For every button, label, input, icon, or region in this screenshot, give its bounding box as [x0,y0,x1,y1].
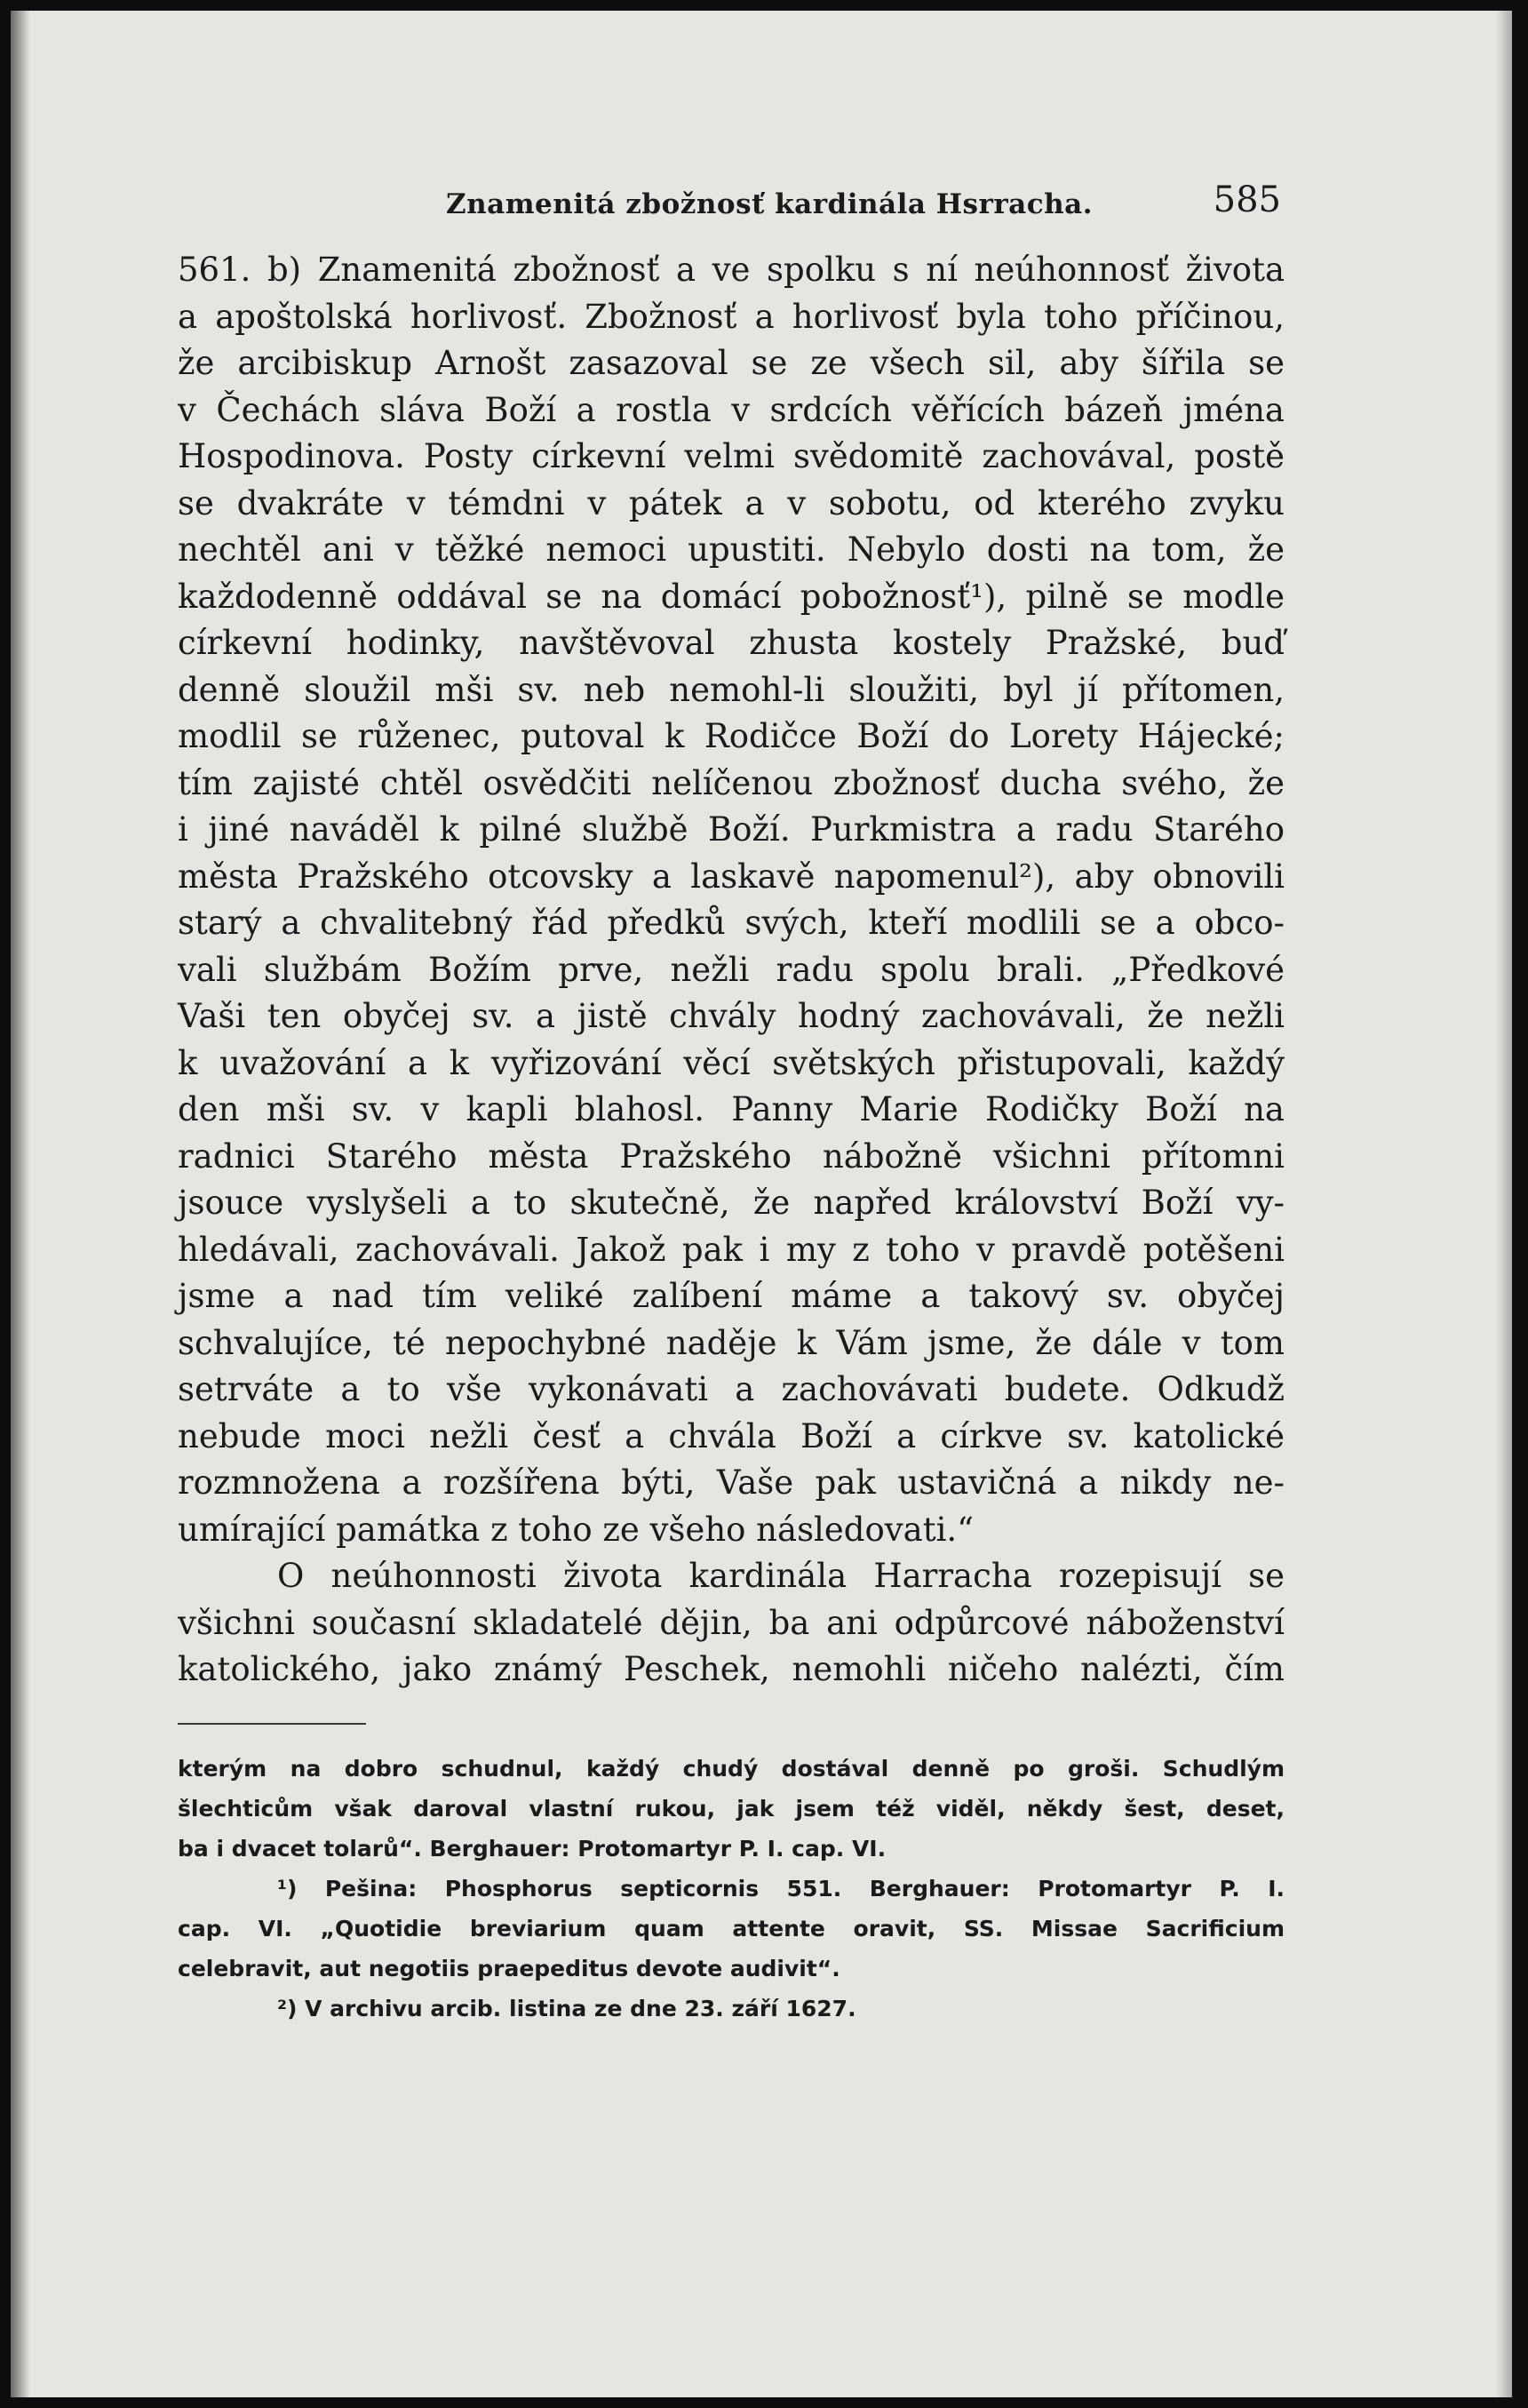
text-line: Hospodinova. Posty církevní velmi svědomitě zachovával, postě [178,437,1285,475]
footnote-line: ba i dvacet tolarů“. Berghauer: Protomartyr P. I. cap. VI. [178,1836,887,1862]
text-line: v Čechách sláva Boží a rostla v srdcích věřících bázeň jména [178,390,1285,429]
text-line: že arcibiskup Arnošt zasazoval se ze všech sil, aby šířila se [178,344,1285,382]
footnote-line: celebravit, aut negotiis praepeditus devote audivit“. [178,1956,840,1981]
text-line: setrváte a to vše vykonávati a zachovávati budete. Odkudž [178,1370,1285,1408]
text-line: města Pražského otcovsky a laskavě napomenul²), aby obnovili [178,857,1285,896]
page-number: 585 [1213,179,1281,220]
text-line: denně sloužil mši sv. neb nemohl-li sloužiti, byl jí přítomen, [178,670,1285,709]
text-line: schvalujíce, té nepochybné naděje k Vám jsme, že dále v tom [178,1323,1285,1362]
running-title: Znamenitá zbožnosť kardinála Hsrracha. [446,188,1094,220]
text-line: katolického, jako známý Peschek, nemohli ničeho nalézti, čím [178,1650,1285,1688]
text-line: jsme a nad tím veliké zalíbení máme a takový sv. obyčej [178,1277,1285,1315]
footnote-line: ¹) Pešina: Phosphorus septicornis 551. Berghauer: Protomartyr P. I. [277,1876,1285,1902]
text-line: nebude moci nežli česť a chvála Boží a církve sv. katolické [178,1416,1285,1455]
text-line: církevní hodinky, navštěvoval zhusta kostely Pražské, buď [178,624,1285,662]
text-line: 561. b) Znamenitá zbožnosť a ve spolku s ní neúhonnosť života [178,251,1285,289]
main-text [178,247,1285,1694]
text-line: tím zajisté chtěl osvědčiti nelíčenou zbožnosť ducha svého, že [178,763,1285,802]
footnote-separator [178,1723,366,1725]
text-line: nechtěl ani v těžké nemoci upustiti. Nebylo dosti na tom, že [178,530,1285,569]
text-line: se dvakráte v témdni v pátek a v sobotu, od kterého zvyku [178,483,1285,522]
text-line: vali službám Božím prve, nežli radu spolu brali. „Předkové [178,950,1285,989]
footnote-line: šlechticům však daroval vlastní rukou, jak jsem též viděl, někdy šest, deset, [178,1796,1285,1822]
footnote-line: cap. VI. „Quotidie breviarium quam attente oravit, SS. Missae Sacrificium [178,1916,1285,1942]
text-line: rozmnožena a rozšířena býti, Vaše pak ustavičná a nikdy ne- [178,1463,1285,1502]
text-line: hledávali, zachovávali. Jakož pak i my z toho v pravdě potěšeni [178,1230,1285,1269]
page-header [179,178,1281,231]
text-line: i jiné naváděl k pilné službě Boží. Purkmistra a radu Starého [178,810,1285,849]
footnotes [178,1749,1285,2029]
book-page [11,11,1512,2397]
text-line: k uvažování a k vyřizování věcí světských přistupovali, každý [178,1043,1285,1082]
text-line: radnici Starého města Pražského nábožně všichni přítomni [178,1136,1285,1176]
text-line: všichni současní skladatelé dějin, ba ani odpůrcové náboženství [178,1603,1285,1642]
text-line: den mši sv. v kapli blahosl. Panny Marie Rodičky Boží na [178,1090,1285,1128]
text-line: Vaši ten obyčej sv. a jistě chvály hodný zachovávali, že nežli [178,997,1285,1035]
footnote-line: ²) V archivu arcib. listina ze dne 23. září 1627. [277,1996,856,2021]
text-line: každodenně oddával se na domácí pobožnosť¹), pilně se modle [178,577,1285,616]
text-line: starý a chvalitebný řád předků svých, kteří modlili se a obco- [178,904,1285,942]
text-line: a apoštolská horlivosť. Zbožnosť a horlivosť byla toho příčinou, [178,297,1285,336]
text-line: O neúhonnosti života kardinála Harracha rozepisují se [277,1557,1285,1595]
text-line: umírající památka z toho ze všeho následovati.“ [178,1510,975,1549]
text-line: modlil se růženec, putoval k Rodičce Boží do Lorety Hájecké; [178,717,1285,755]
text-line: jsouce vyslyšeli a to skutečně, že napřed království Boží vy- [178,1184,1285,1222]
footnote-line: kterým na dobro schudnul, každý chudý dostával denně po groši. Schudlým [178,1756,1285,1782]
